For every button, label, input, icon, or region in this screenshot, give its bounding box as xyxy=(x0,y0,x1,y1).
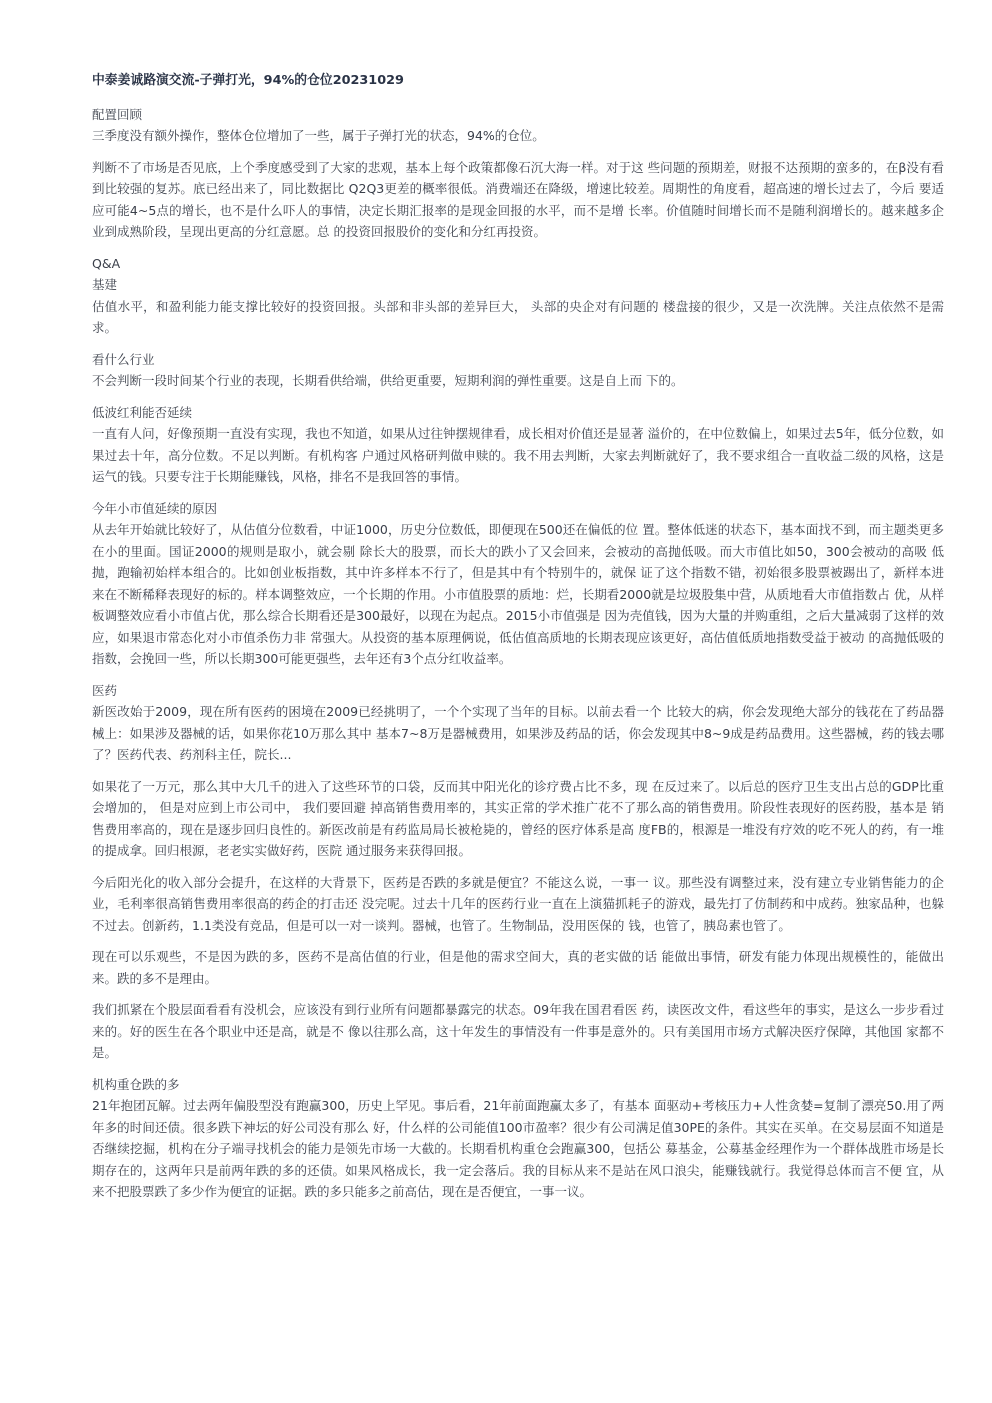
paragraph: 从去年开始就比较好了，从估值分位数看，中证1000，历史分位数低，即便现在500还在偏低的位 置。整体低迷的状态下，基本面找不到，而主题类更多在小的里面。国证2000的规则是取小，就会剔 除长大的股票，而长大的跌小了又会回来，会被动的高抛低吸。而大市值比如50，300会被动的高吸 低抛，跑输初始样本组合的。比如创业板指数，其中许多样本不行了，但是其中有个特别牛的，就保 证了这个指数不错，初始很多股票被踢出了，新样本进来在不断稀释表现好的标的。样本调整效应，一个长期的作用。小市值股票的质地：烂，长期看2000就是垃圾股集中营，从质地看大市值指数占 优，从样板调整效应看小市值占优，那么综合长期看还是300最好，以现在为起点。2015小市值强是 因为壳值钱，因为大量的并购重组，之后大量减弱了这样的效应，如果退市常态化对小市值杀伤力非 常强大。从投资的基本原理俩说，低估值高质地的长期表现应该更好，高估值低质地指数受益于被动 的高抛低吸的指数，会挽回一些，所以长期300可能更强些，去年还有3个点分红收益率。 xyxy=(92,522,944,666)
paragraph: 估值水平，和盈利能力能支撑比较好的投资回报。头部和非头部的差异巨大， 头部的央企对有问题的 楼盘接的很少，又是一次洗牌。关注点依然不是需求。 xyxy=(92,298,944,335)
section-heading: 基建 xyxy=(92,277,118,292)
paragraph: 一直有人问，好像预期一直没有实现，我也不知道，如果从过往钟摆规律看，成长相对价值还是显著 溢价的，在中位数偏上，如果过去5年，低分位数，如果过去十年，高分位数。不足以判断。有机构客 户通过风格研判做申赎的。我不用去判断，大家去判断就好了，我不要求组合一直收益二级的风格，这是运气的钱。只要专注于长期能赚钱，风格，排名不是我回答的事情。 xyxy=(92,426,944,484)
paragraph: 现在可以乐观些，不是因为跌的多，医药不是高估值的行业，但是他的需求空间大，真的老实做的话 能做出事情，研发有能力体现出规模性的，能做出来。跌的多不是理由。 xyxy=(92,949,944,986)
section-heading: 机构重仓跌的多 xyxy=(92,1076,180,1092)
document-title: 中泰姜诚路演交流-子弹打光，94%的仓位20231029 xyxy=(92,73,404,88)
paragraph: 我们抓紧在个股层面看看有没机会，应该没有到行业所有问题都暴露完的状态。09年我在国君看医 药，读医改文件，看这些年的事实，是这么一步步看过来的。好的医生在各个职业中还是高，就是不 像以往那么高，这十年发生的事情没有一件事是意外的。只有美国用市场方式解决医疗保障，其他国 家都不是。 xyxy=(92,1002,944,1060)
paragraph: 21年抱团瓦解。过去两年偏股型没有跑赢300，历史上罕见。事后看，21年前面跑赢太多了，有基本 面驱动+考核压力+人性贪婪=复制了漂亮50.用了两年多的时间还债。很多跌下神坛的好公司没有那么 好，什么样的公司能值100市盈率？很少有公司满足值30PE的条件。其实在买单。在交易层面不知道是 否继续挖掘，机构在分子端寻找机会的能力是领先市场一大截的。长期看机构重仓会跑赢300，包括公 募基金，公募基金经理作为一个群体战胜市场是长期存在的，这两年只是前两年跌的多的还债。如果风格成长，我一定会落后。我的目标从来不是站在风口浪尖，能赚钱就行。我觉得总体而言不便 宜，从来不把股票跌了多少作为便宜的证据。跌的多只能多之前高估，现在是否便宜，一事一议。 xyxy=(92,1098,944,1199)
paragraph: 三季度没有额外操作，整体仓位增加了一些，属于子弹打光的状态，94%的仓位。 xyxy=(92,128,545,143)
section-heading: 看什么行业 xyxy=(92,351,155,367)
section-heading: 配置回顾 xyxy=(92,106,143,122)
section-heading: 今年小市值延续的原因 xyxy=(92,500,218,516)
document-page xyxy=(92,70,944,1213)
paragraph: 不会判断一段时间某个行业的表现，长期看供给端，供给更重要，短期利润的弹性重要。这是自上而 下的。 xyxy=(92,373,684,388)
paragraph: 判断不了市场是否见底，上个季度感受到了大家的悲观，基本上每个政策都像石沉大海一样。对于这 些问题的预期差，财报不达预期的蛮多的，在β没有看到比较强的复苏。底已经出来了，同比数据比 Q2Q3更差的概率很低。消费端还在降级，增速比较差。周期性的角度看，超高速的增长过去了，今后 要适应可能4~5点的增长，也不是什么吓人的事情，决定长期汇报率的是现金回报的水平，而不是增 长率。价值随时间增长而不是随利润增长的。越来越多企业到成熟阶段，呈现出更高的分红意愿。总 的投资回报股价的变化和分红再投资。 xyxy=(92,159,944,239)
paragraph: 今后阳光化的收入部分会提升，在这样的大背景下，医药是否跌的多就是便宜？不能这么说，一事一 议。那些没有调整过来，没有建立专业销售能力的企业，毛利率很高销售费用率很高的药企的打击还 没完呢。过去十几年的医药行业一直在上演猫抓耗子的游戏，最先打了仿制药和中成药。独家品种，也躲不过去。创新药，1.1类没有竞品，但是可以一对一谈判。器械，也管了。生物制品，没用医保的 钱，也管了，胰岛素也管了。 xyxy=(92,874,944,933)
section-heading: 低波红利能否延续 xyxy=(92,404,193,420)
section-heading: 医药 xyxy=(92,682,118,698)
section-heading: Q&A xyxy=(92,255,121,271)
document-body xyxy=(92,104,944,1203)
paragraph: 如果花了一万元，那么其中大几千的进入了这些环节的口袋，反而其中阳光化的诊疗费占比不多，现 在反过来了。以后总的医疗卫生支出占总的GDP比重会增加的， 但是对应到上市公司中， 我们要回避 掉高销售费用率的，其实正常的学术推广花不了那么高的销售费用。阶段性表现好的医药股，基本是 销售费用率高的，现在是逐步回归良性的。新医改前是有药监局局长被枪毙的，曾经的医疗体系是高 度FB的，根源是一堆没有疗效的吃不死人的药，有一堆的提成拿。回归根源，老老实实做好药，医院 通过服务来获得回报。 xyxy=(92,778,944,858)
paragraph: 新医改始于2009，现在所有医药的困境在2009已经挑明了，一个个实现了当年的目标。以前去看一个 比较大的病，你会发现绝大部分的钱花在了药品器械上：如果涉及器械的话，如果你花10万那么其中 基本7~8万是器械费用，如果涉及药品的话，你会发现其中8~9成是药品费用。这些器械，药的钱去哪 了？医药代表、药剂科主任，院长... xyxy=(92,704,944,762)
